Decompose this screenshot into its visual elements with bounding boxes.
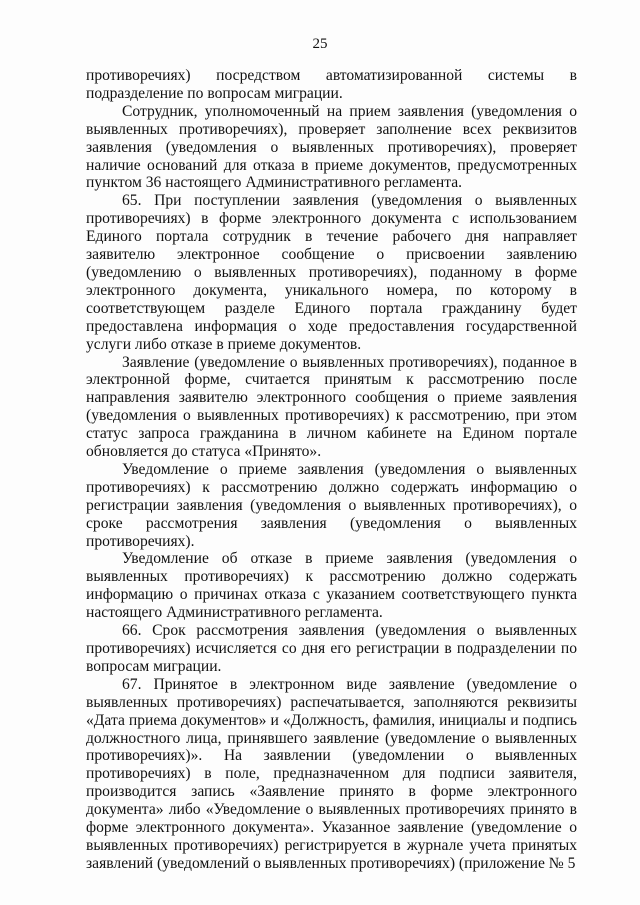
paragraph-accepted-status: Заявление (уведомление о выявленных противоречиях), поданное в электронной форме, считается принятым к рассмотрению после направления заявителю электронного сообщения о приеме заявления (уведомления о выявленных противоречиях) к рассмотрению, при этом статус запроса гражданина в личном кабинете на Едином портале обновляется до статуса «Принято». (86, 353, 577, 461)
page-number: 25 (312, 36, 328, 52)
paragraph-67: 67. Принятое в электронном виде заявление (уведомление о выявленных противоречиях) распечатывается, заполняются реквизиты «Дата приема документов» и «Должность, фамилия, инициалы и подпись должностного лица, принявшего заявление (уведомление о выявленных противоречиях)». На заявлении (уведомлении о выявленных противоречиях) в поле, предназначенном для подписи заявителя, производится запись «Заявление принято в форме электронного документа» либо «Уведомление о выявленных противоречиях принято в форме электронного документа». Указанное заявление (уведомление о выявленных противоречиях) регистрируется в журнале учета принятых заявлений (уведомлений о выявленных противоречиях) (приложение № 5 (86, 675, 577, 872)
paragraph-66: 66. Срок рассмотрения заявления (уведомления о выявленных противоречиях) исчисляется со дня его регистрации в подразделении по вопросам миграции. (86, 622, 577, 675)
paragraph-employee-check: Сотрудник, уполномоченный на прием заявления (уведомления о выявленных противоречиях), проверяет заполнение всех реквизитов заявления (уведомления о выявленных противоречиях), проверяет наличие оснований для отказа в приеме документов, предусмотренных пунктом 36 настоящего Административного регламента. (86, 102, 577, 192)
document-body (86, 67, 577, 873)
paragraph-refusal-notice: Уведомление об отказе в приеме заявления (уведомления о выявленных противоречиях) к рассмотрению должно содержать информацию о причинах отказа с указанием соответствующего пункта настоящего Административного регламента. (86, 550, 577, 622)
paragraph-65: 65. При поступлении заявления (уведомления о выявленных противоречиях) в форме электронного документа с использованием Единого портала сотрудник в течение рабочего дня направляет заявителю электронное сообщение о присвоении заявлению (уведомлению о выявленных противоречиях), поданному в форме электронного документа, уникального номера, по которому в соответствующем разделе Единого портала гражданину будет предоставлена информация о ходе предоставления государственной услуги либо отказе в приеме документов. (86, 192, 577, 353)
paragraph-acceptance-notice: Уведомление о приеме заявления (уведомления о выявленных противоречиях) к рассмотрению должно содержать информацию о регистрации заявления (уведомления о выявленных противоречиях), о сроке рассмотрения заявления (уведомления о выявленных противоречиях). (86, 460, 577, 550)
paragraph-continuation: противоречиях) посредством автоматизированной системы в подразделение по вопросам миграции. (86, 67, 577, 102)
